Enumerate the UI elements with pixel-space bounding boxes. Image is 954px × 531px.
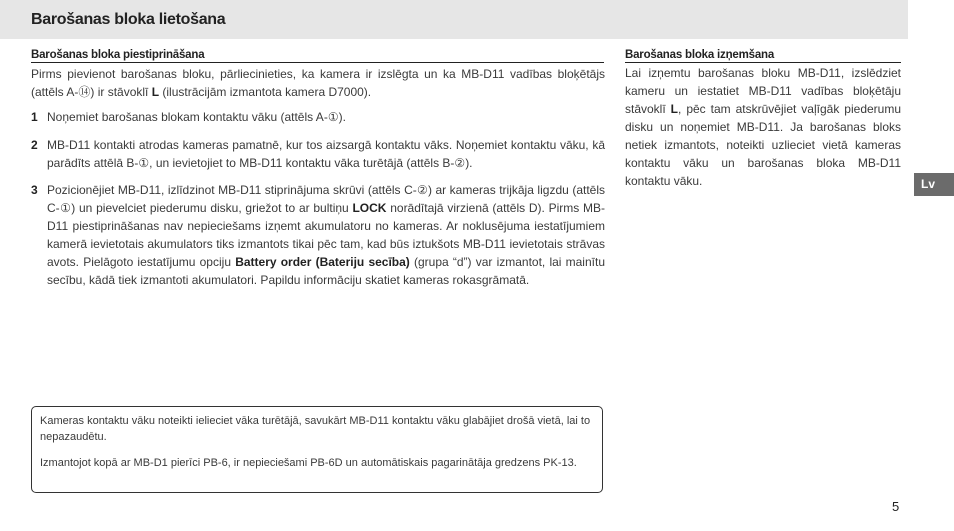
remove-paragraph: Lai izņemtu barošanas bloku MB-D11, izslēdziet kameru un iestatiet MB-D11 vadības bloķētāju stāvoklī L, pēc tam atskrūvējiet vaļīgāk piederumu disku un noņemiet MB-D11. Ja barošanas bloks netiek izmantots, noteikti uzlieciet vietā kameras kontaktu vāku un barošanas bloka MB-D11 kontaktu vāku. [625, 66, 902, 188]
battery-order-option: Battery order (Bateriju secība) [235, 255, 410, 269]
note-box [31, 406, 603, 493]
page-number: 5 [892, 499, 900, 514]
language-tab: Lv [914, 173, 954, 196]
step-text: Pozicionējiet MB-D11, izlīdzinot MB-D11 stiprinājuma skrūvi (attēls C-②) ar kameras trijkāja ligzdu (attēls C-①) un pievelciet piederumu disku, griežot to ar bultiņu LOCK norādītajā virzienā (attēls D). Pirms MB-D11 piestiprināšanas nav nepieciešams izņemt akumulatoru no kameras. Ar noklusējuma iestatījumiem kamerā ievietotais akumulators tiks izmantots tikai pēc tam, kad būs iztukšots MB-D11 ievietotais strāvas avots. Pielāgoto iestatījumu opciju Battery order (Bateriju secība) (grupa “d”) var izmantot, lai mainītu secību, kādā tiek izmantoti akumulatori. Papildu informāciju skatiet kameras rokasgrāmatā. [47, 183, 606, 287]
page-title: Barošanas bloka lietošana [31, 11, 226, 28]
lock-label: LOCK [352, 201, 387, 215]
step-number: 3 [31, 183, 38, 197]
remove-section-heading: Barošanas bloka izņemšana [625, 49, 901, 63]
attach-intro-paragraph: Pirms pievienot barošanas bloku, pārliecinieties, ka kamera ir izslēgta un ka MB-D11 vadības bloķētājs (attēls A-⑭) ir stāvoklī L (ilustrācijām izmantota kamera D7000). [31, 67, 605, 99]
note-paragraph-1: Kameras kontaktu vāku noteikti ielieciet vāka turētājā, savukārt MB-D11 kontaktu vāku glabājiet drošā vietā, lai to nepazaudētu. [40, 415, 591, 443]
step-number: 2 [31, 138, 38, 152]
step-text: Noņemiet barošanas blokam kontaktu vāku (attēls A-①). [47, 110, 346, 124]
step-text: MB-D11 kontakti atrodas kameras pamatnē, kur tos aizsargā kontaktu vāks. Noņemiet kontaktu vāku, kā parādīts attēlā B-①, un ievietojiet to MB-D11 kontaktu vāka turētājā (attēls B-②). [47, 138, 605, 170]
note-paragraph-2: Izmantojot kopā ar MB-D1 pierīci PB-6, ir nepieciešami PB-6D un automātiskais pagarinātāja gredzens PK-13. [40, 457, 577, 469]
attach-section-heading: Barošanas bloka piestiprināšana [31, 49, 604, 63]
step-number: 1 [31, 110, 38, 124]
